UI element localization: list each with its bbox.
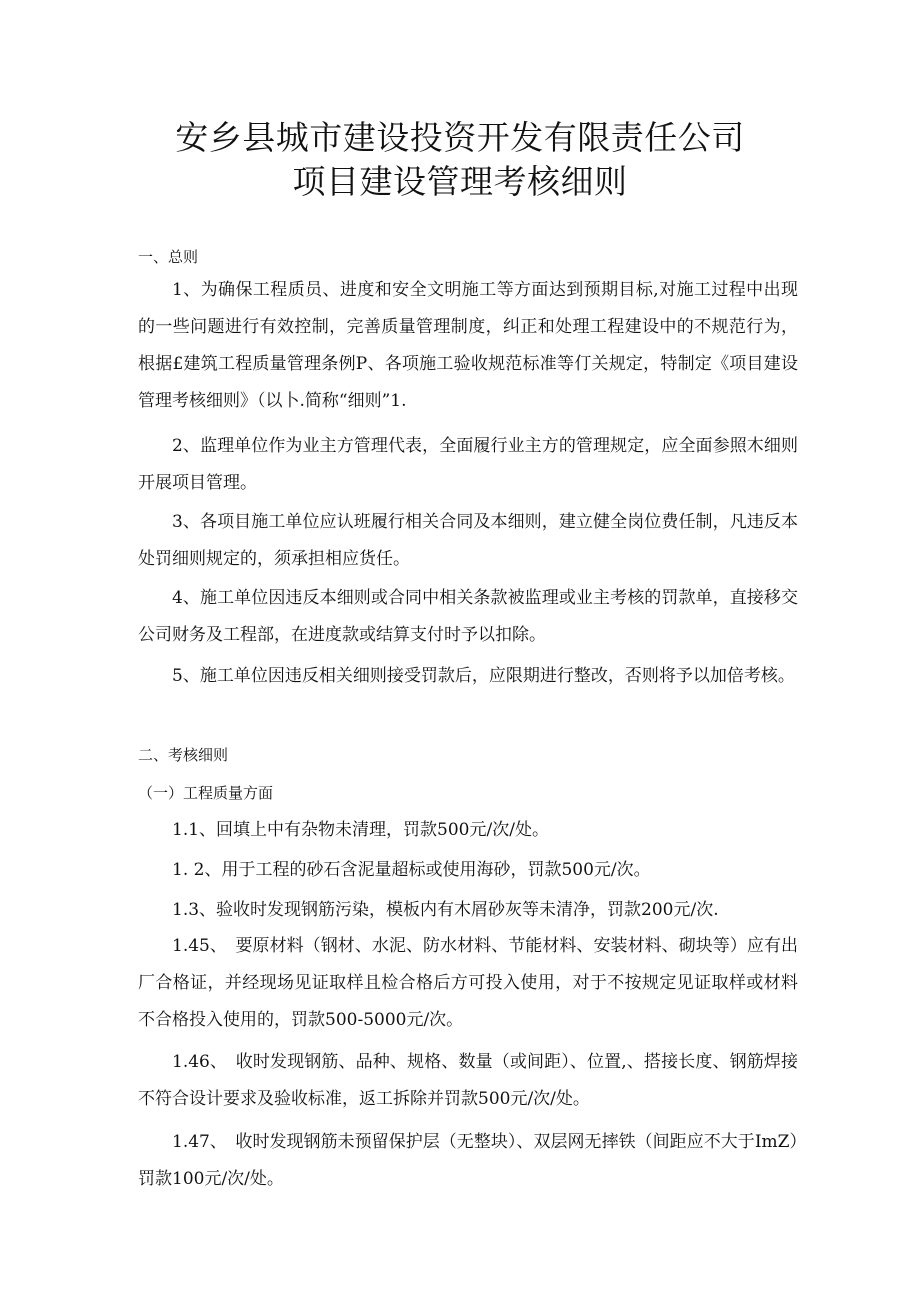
document-title-line-1: 安乡县城市建设投资开发有限责任公司 bbox=[175, 118, 745, 157]
rule-item-1-46: 1.46、 收时发现钢筋、品种、规格、数量（或间距）、位置,、搭接长度、钢筋焊接不符合设计要求及验收标准，返工拆除并罚款500元/次/处。 bbox=[138, 1052, 798, 1109]
paragraph-general-2: 2、监理单位作为业主方管理代表，全面履行业主方的管理规定，应全面参照木细则开展项目管理。 bbox=[138, 436, 798, 493]
subsection-heading-quality: （一）工程质量方面 bbox=[138, 784, 274, 802]
document-title-line-2: 项目建设管理考核细则 bbox=[292, 162, 628, 201]
rule-item-1-1: 1.1、回填上中有杂物未清理，罚款500元/次/处。 bbox=[172, 820, 549, 840]
section-heading-rules: 二、考核细则 bbox=[138, 746, 229, 764]
rule-item-1-45: 1.45、 要原材料（钢材、水泥、防水材料、节能材料、安装材料、砌块等）应有出厂合格证，并经现场见证取样且检合格后方可投入使用，对于不按规定见证取样或材料不合格投入使用的，罚款500-5000元/次。 bbox=[138, 936, 798, 1030]
paragraph-general-5: 5、施工单位因违反相关细则接受罚款后，应限期进行整改，否则将予以加倍考核。 bbox=[172, 666, 795, 686]
paragraph-general-4: 4、施工单位因违反本细则或合同中相关条款被监理或业主考核的罚款单，直接移交公司财务及工程部，在进度款或结算支付时予以扣除。 bbox=[138, 588, 798, 645]
paragraph-general-1: 1、为确保工程质员、进度和安全文明施工等方面达到预期目标,对施工过程中出现的一些问题进行有效控制，完善质量管理制度，纠正和处理工程建设中的不规范行为，根据£建筑工程质量管理条例P、各项施工验收规范标准等仃关规定，特制定《项目建设管理考核细则》（以卜.简称“细则”1. bbox=[138, 280, 798, 411]
section-heading-general: 一、总则 bbox=[138, 248, 199, 266]
rule-item-1-47: 1.47、 收时发现钢筋未预留保护层（无整块）、双层网无摔铁（间距应不大于ImZ）罚款100元/次/处。 bbox=[138, 1132, 798, 1189]
paragraph-general-3: 3、各项目施工单位应认班履行相关合同及本细则，建立健全岗位费任制，凡违反本处罚细则规定的，须承担相应货任。 bbox=[138, 512, 798, 569]
rule-item-1-3: 1.3、验收时发现钢筋污染，模板内有木屑砂灰等未清净，罚款200元/次. bbox=[172, 900, 719, 920]
rule-item-1-2: 1. 2、用于工程的砂石含泥量超标或使用海砂，罚款500元/次。 bbox=[172, 860, 651, 880]
